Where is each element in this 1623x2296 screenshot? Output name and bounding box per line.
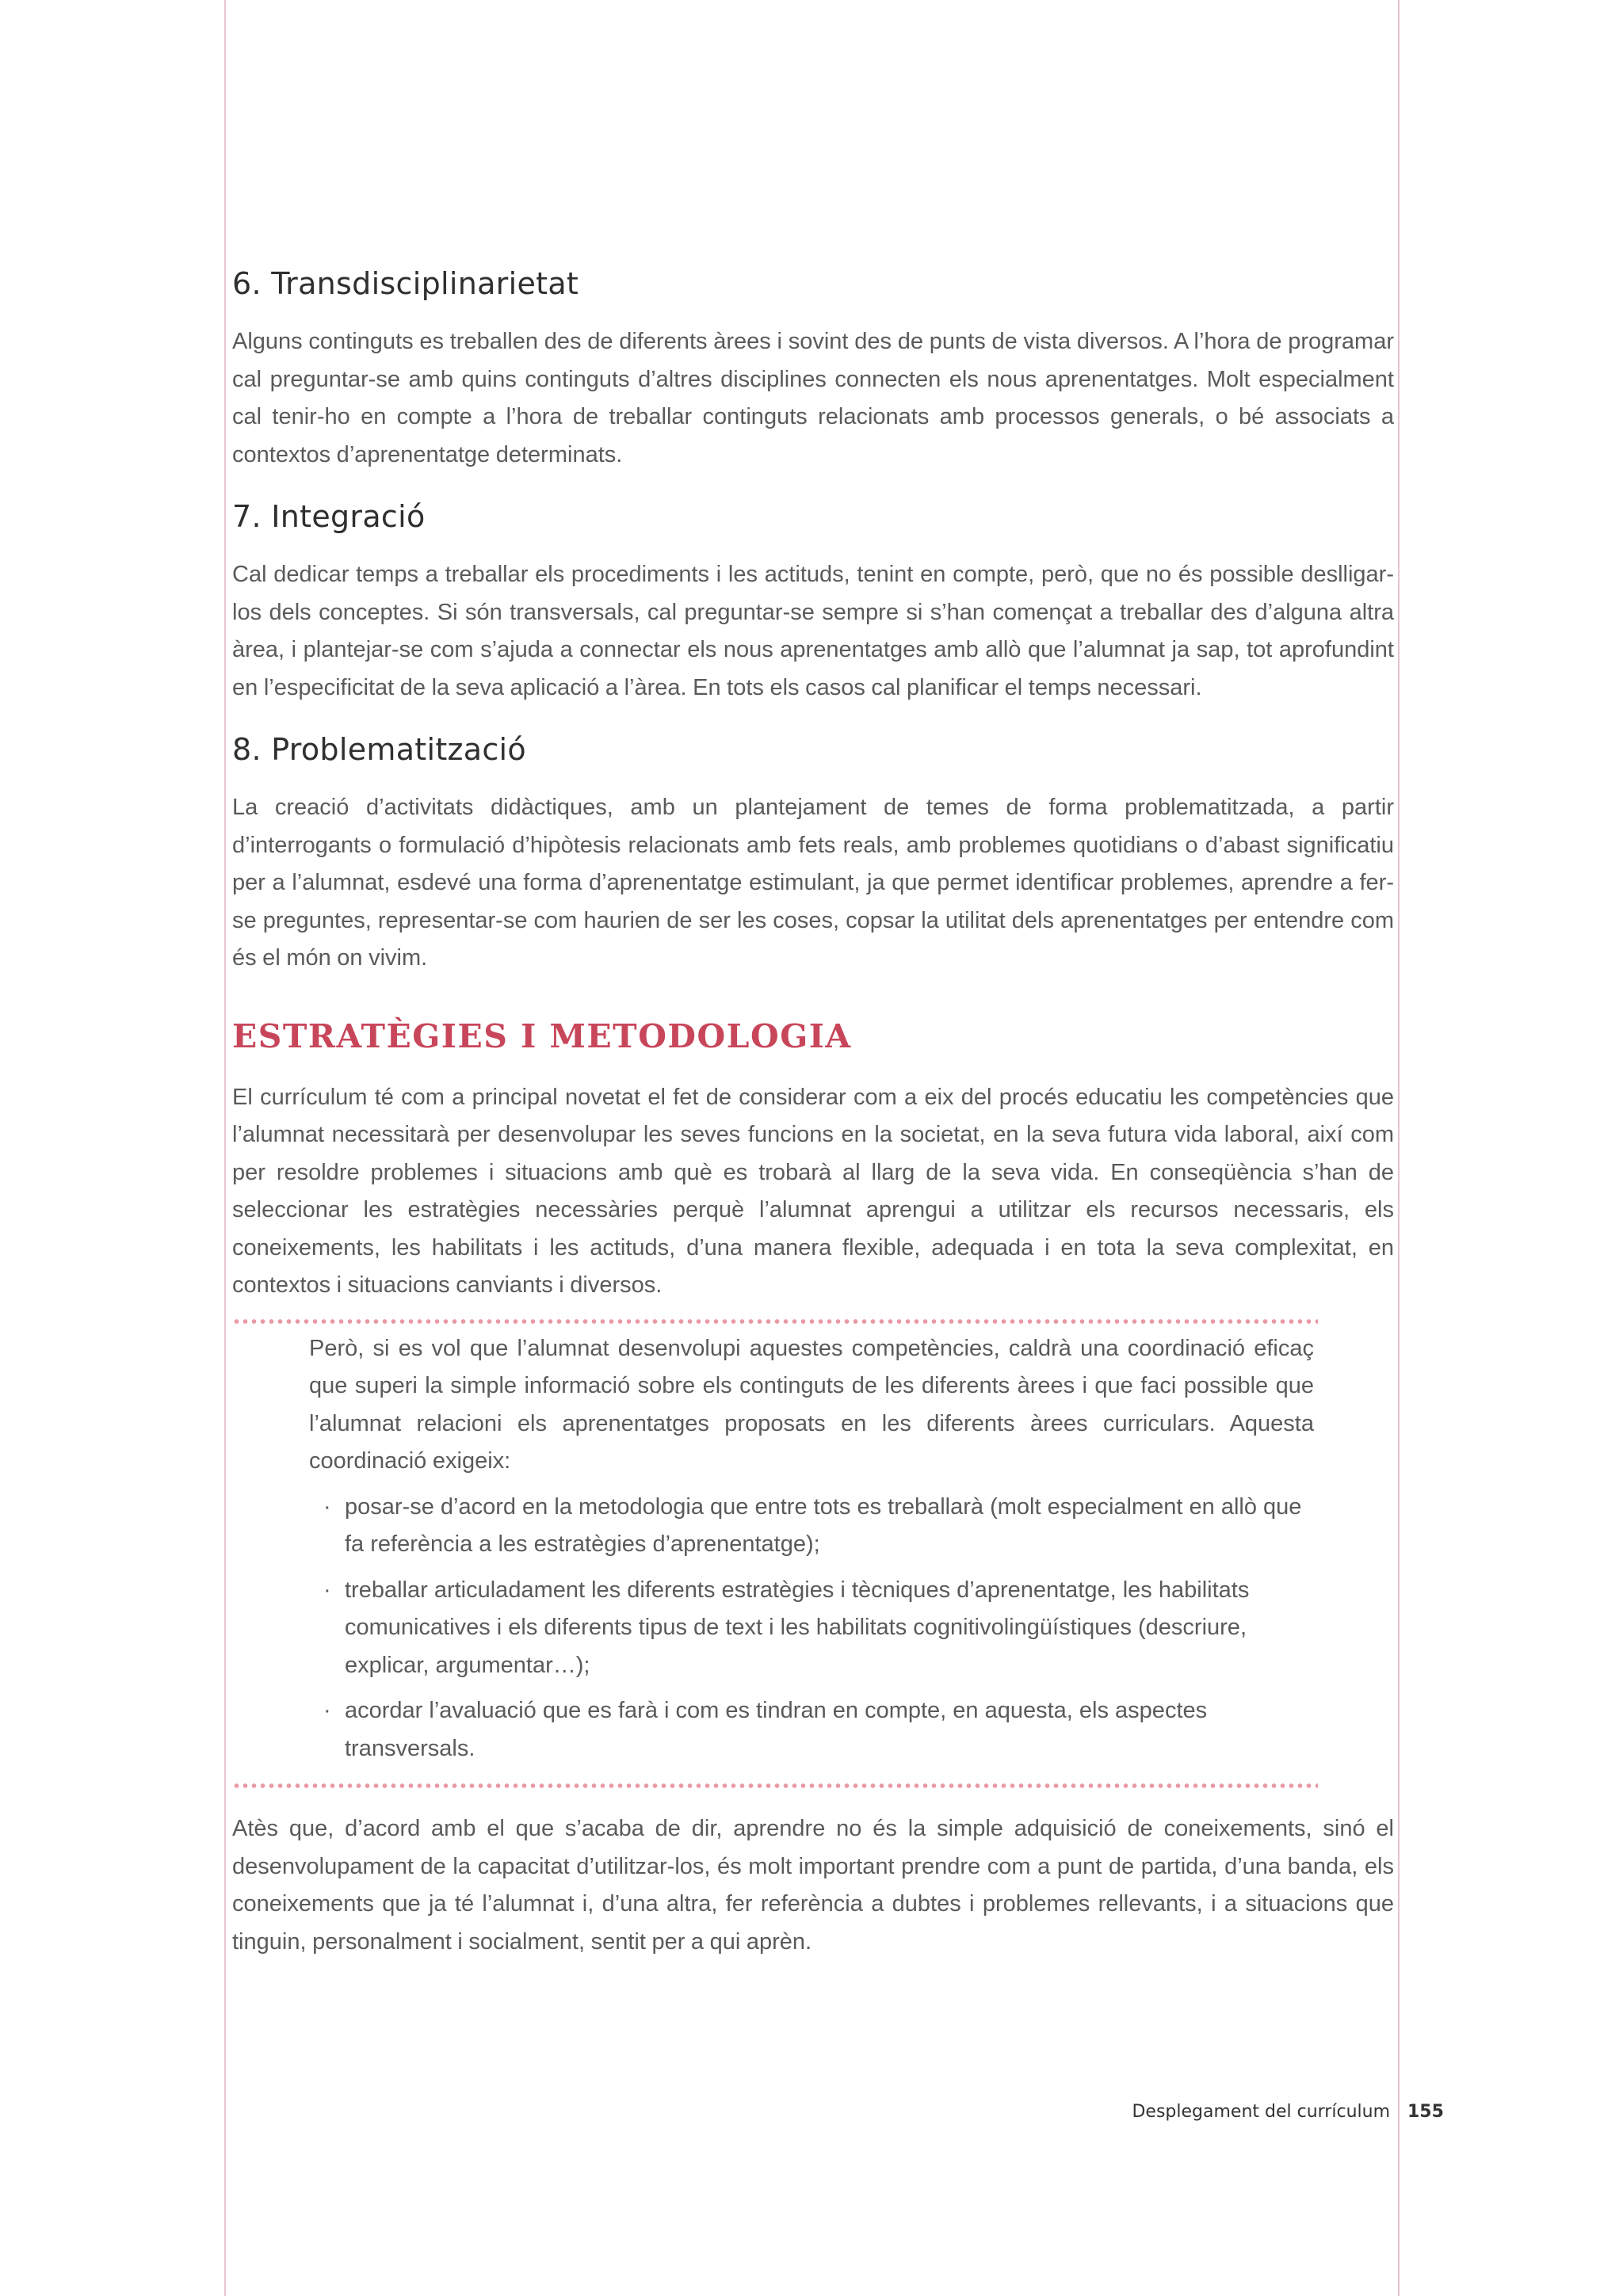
list-item-text: acordar l’avaluació que es farà i com es tindran en compte, en aquesta, els aspectes transversals. xyxy=(345,1698,1208,1761)
strategies-closing: Atès que, d’acord amb el que s’acaba de dir, aprendre no és la simple adquisició de coneixements, sinó el desenvolupament de la capacitat d’utilitzar-los, és molt important prendre com a punt de partida, d’una banda, els coneixements que ja té l’alumnat i, d’una altra, fer referència a dubtes i problemes rellevants, i a situacions que tinguin, personalment i socialment, sentit per a qui aprèn. xyxy=(232,1816,1394,1955)
section-body: La creació d’activitats didàctiques, amb un plantejament de temes de forma problematitzada, a partir d’interrogants o formulació d’hipòtesis relacionats amb fets reals, amb problemes quotidians o d’abast significatiu per a l’alumnat, esdevé una forma d’aprenentatge estimulant, ja que permet identificar problemes, aprendre a fer-se preguntes, representar-se com haurien de ser les coses, copsar la utilitat dels aprenentatges per entendre com és el món on vivim. xyxy=(232,795,1394,971)
bullet-mark: · xyxy=(323,1577,331,1603)
highlight-box xyxy=(232,1319,1318,1789)
list-item xyxy=(309,1489,1314,1564)
running-footer-title: Desplegament del currículum xyxy=(1132,2102,1390,2122)
box-text: Però, si es vol que l’alumnat desenvolupi aquestes competències, caldrà una coordinació eficaç que superi la simple informació sobre els continguts de les diferents àrees i que faci possible que l’alumnat relacioni els aprenentatges proposats en les diferents àrees curriculars. Aquesta coordinació exigeix: xyxy=(309,1335,1314,1474)
section-title: 8. Problematització xyxy=(232,732,526,767)
strategies-intro: El currículum té com a principal novetat el fet de considerar com a eix del procés educatiu les competències que l’alumnat necessitarà per desenvolupar les seves funcions en la societat, en la seva futura vida laboral, així com per resoldre problemes i situacions amb què es trobarà al llarg de la seva vida. En conseqüència s’han de seleccionar les estratègies necessàries perquè l’alumnat aprengui a utilitzar els recursos necessaris, els coneixements, les habilitats i les actituds, d’una manera flexible, adequada i en tota la seva complexitat, en contextos i situacions canviants i diversos. xyxy=(232,1084,1394,1298)
highlight-box-content xyxy=(232,1324,1314,1784)
section-integracio xyxy=(232,494,1394,707)
page-content xyxy=(232,261,1394,1961)
section-heading: ESTRATÈGIES I METODOLOGIA xyxy=(232,1016,852,1055)
section-title: 6. Transdisciplinarietat xyxy=(232,266,579,301)
page-number: 155 xyxy=(1407,2102,1444,2122)
section-body: Alguns continguts es treballen des de diferents àrees i sovint des de punts de vista diversos. A l’hora de programar cal preguntar-se amb quins continguts d’altres disciplines connecten els nous aprenentatges. Molt especialment cal tenir-ho en compte a l’hora de treballar continguts relacionats amb processos generals, o bé associats a contextos d’aprenentatge determinats. xyxy=(232,329,1394,467)
dotted-divider-bottom xyxy=(232,1783,1318,1788)
section-body: Cal dedicar temps a treballar els procediments i les actituds, tenint en compte, però, que no és possible deslligar-los dels conceptes. Si són transversals, cal preguntar-se sempre si s’han començat a treballar des d’alguna altra àrea, i plantejar-se com s’ajuda a connectar els nous aprenentatges amb allò que l’alumnat ja sap, tot aprofundint en l’especificitat de la seva aplicació a l’àrea. En tots els casos cal planificar el temps necessari. xyxy=(232,562,1394,700)
section-title: 7. Integració xyxy=(232,499,426,534)
left-margin-rule xyxy=(224,0,226,2296)
section-problematitzacio xyxy=(232,727,1394,978)
list-item xyxy=(309,1692,1314,1768)
bullet-mark: · xyxy=(323,1493,331,1520)
section-transdisciplinarietat xyxy=(232,261,1394,474)
list-item xyxy=(309,1572,1314,1685)
right-margin-rule xyxy=(1398,0,1400,2296)
coordination-list xyxy=(309,1489,1314,1768)
list-item-text: posar-se d’acord en la metodologia que entre tots es treballarà (molt especialment en allò que fa referència a les estratègies d’aprenentatge); xyxy=(345,1493,1302,1557)
list-item-text: treballar articuladament les diferents estratègies i tècniques d’aprenentatge, les habilitats comunicatives i els diferents tipus de text i les habilitats cognitivolingüístiques (descriure, explicar, argumentar…); xyxy=(345,1577,1250,1678)
section-estrategies xyxy=(232,1014,1394,1962)
bullet-mark: · xyxy=(323,1698,331,1723)
